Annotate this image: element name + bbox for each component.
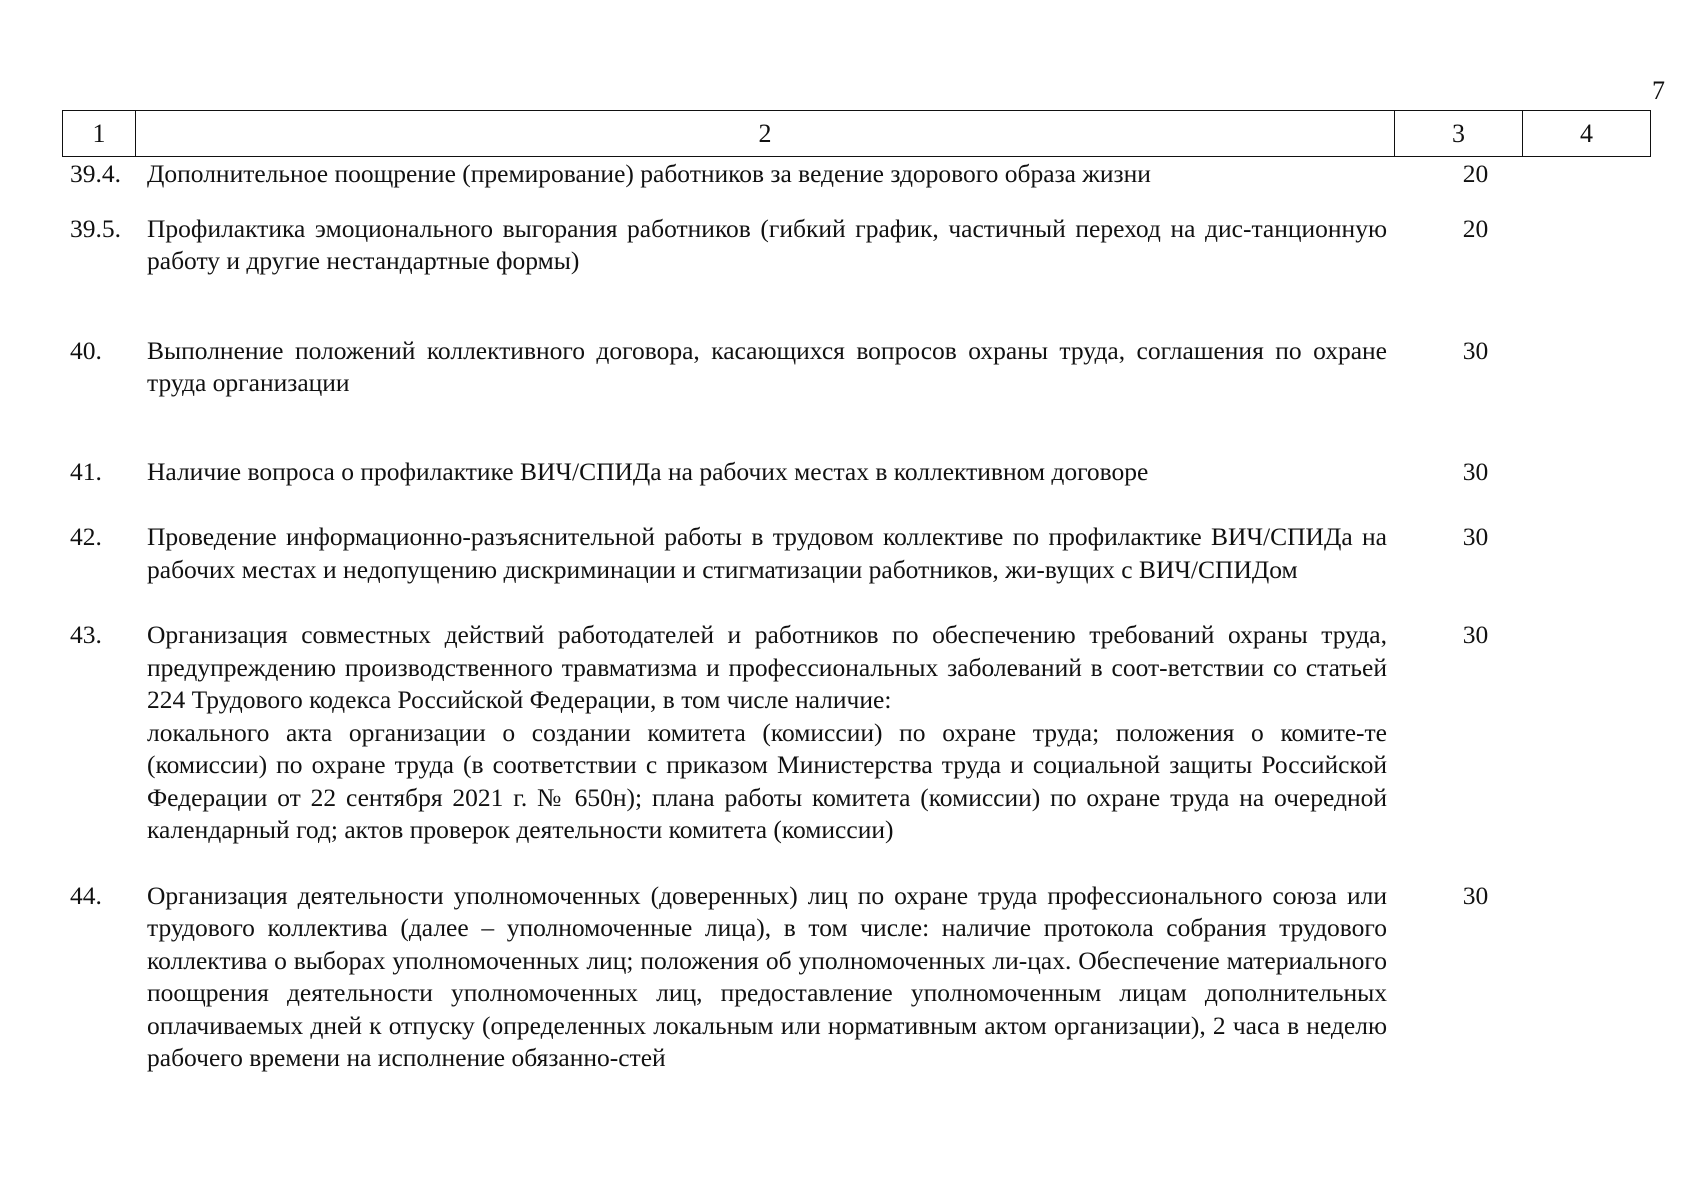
row-text	[147, 619, 1387, 847]
row-number: 41.	[70, 456, 102, 486]
table-row	[62, 521, 1646, 586]
page-number: 7	[1652, 76, 1665, 105]
row-paragraph: Проведение информационно-разъяснительной работы в трудовом коллективе по профилактике ВИЧ/СПИДа на рабочих местах и недопущению дискриминации и стигматизации работников, жи-вущих с ВИЧ/СПИДом	[147, 522, 1387, 584]
row-paragraph: локального акта организации о создании комитета (комиссии) по охране труда; положения о комите-те (комиссии) по охране труда (в соответствии с приказом Министерства труда и социальной защиты Российской Федерации от 22 сентября 2021 г. № 650н); плана работы комитета (комиссии) по охране труда на очередной календарный год; актов проверок деятельности комитета (комиссии)	[147, 717, 1387, 844]
row-number: 39.4.	[70, 159, 121, 188]
row-number: 44.	[70, 880, 102, 910]
row-points: 20	[1462, 213, 1489, 243]
row-paragraph: Выполнение положений коллективного договора, касающихся вопросов охраны труда, соглашения по охране труда организации	[147, 335, 1387, 397]
row-paragraph: Дополнительное поощрение (премирование) работников за ведение здорового образа жизни	[147, 159, 1151, 188]
row-spacer	[62, 586, 1646, 619]
row-paragraph: Организация совместных действий работодателей и работников по обеспечению требований охраны труда, предупреждению производственного травматизма и профессиональных заболеваний в соот-ветствии со статьей 224 Трудового кодекса Российской Федерации, в том числе наличие:	[147, 620, 1387, 714]
header-row	[63, 111, 1651, 157]
table-row	[62, 456, 1646, 489]
row-points: 30	[1462, 522, 1489, 551]
row-spacer	[62, 308, 1646, 335]
header-col-2: 2	[136, 111, 1395, 157]
header-col-4: 4	[1523, 111, 1651, 157]
row-paragraph: Наличие вопроса о профилактике ВИЧ/СПИДа на рабочих местах в коллективном договоре	[147, 456, 1149, 486]
row-points: 30	[1462, 880, 1489, 910]
row-paragraph: Организация деятельности уполномоченных (доверенных) лиц по охране труда профессионального союза или трудового коллектива (далее – уполномоченные лица), в том числе: наличие протокола собрания трудового коллектива о выборах уполномоченных лиц; положения об уполномоченных ли-цах. Обеспечение материального поощрения деятельности уполномоченных лиц, предоставление уполномоченным лицам дополнительных оплачиваемых дней к отпуску (определенных локальным или нормативным актом организации), 2 часа в неделю рабочего времени на исполнение обязанно-стей	[147, 880, 1387, 1072]
header-col-3: 3	[1395, 111, 1523, 157]
row-text	[147, 521, 1387, 586]
table-row	[62, 880, 1646, 1075]
table-row	[62, 619, 1646, 847]
table-row	[62, 335, 1646, 400]
row-text	[147, 880, 1387, 1075]
row-text	[147, 456, 1387, 489]
row-paragraph: Профилактика эмоционального выгорания работников (гибкий график, частичный переход на дис-танционную работу и другие нестандартные формы)	[147, 213, 1387, 275]
row-spacer	[62, 400, 1646, 456]
row-text	[147, 158, 1387, 191]
row-text	[147, 335, 1387, 400]
row-number: 40.	[70, 335, 102, 365]
row-points: 20	[1462, 159, 1489, 188]
row-text	[147, 213, 1387, 278]
row-points: 30	[1462, 620, 1489, 649]
table-row	[62, 213, 1646, 278]
table-row	[62, 158, 1646, 191]
row-points: 30	[1462, 335, 1489, 365]
row-number: 39.5.	[70, 213, 121, 243]
row-number: 42.	[70, 522, 102, 551]
row-spacer	[62, 278, 1646, 308]
row-spacer	[62, 191, 1646, 213]
row-spacer	[62, 847, 1646, 880]
row-number: 43.	[70, 620, 102, 649]
header-col-1: 1	[63, 111, 136, 157]
table-body	[62, 158, 1646, 1075]
row-points: 30	[1462, 456, 1489, 486]
row-spacer	[62, 488, 1646, 521]
table-header	[62, 110, 1651, 157]
